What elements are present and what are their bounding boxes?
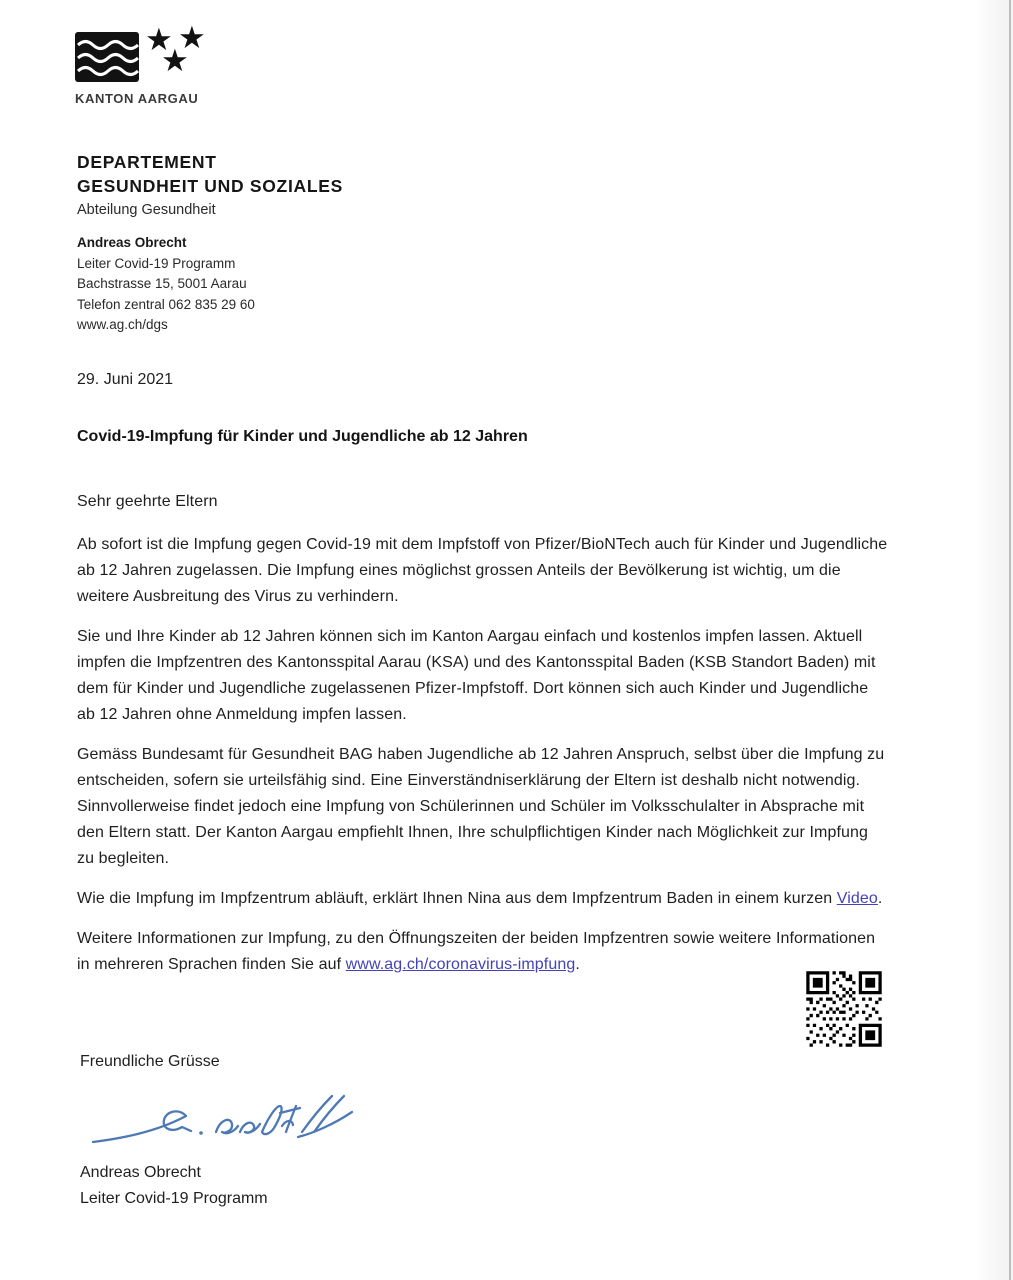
- paragraph-5-text: Weitere Informationen zur Impfung, zu den Öffnungszeiten der beiden Impfzentren sowie weitere Informationen in mehreren Sprachen finden Sie auf: [77, 930, 876, 973]
- paragraph-1: Ab sofort ist die Impfung gegen Covid-19 mit dem Impfstoff von Pfizer/BioNTech auch für Kinder und Jugendliche ab 12 Jahren zugelassen. Die Impfung eines möglichst grossen Anteils der Bevölkerung ist wichtig, um die weitere Ausbreitung des Virus zu verhindern.: [77, 536, 888, 605]
- paragraph-4-text: Wie die Impfung im Impfzentrum abläuft, erklärt Ihnen Nina aus dem Impfzentrum Baden in einem kurzen: [77, 890, 837, 907]
- sender-name: Andreas Obrecht: [77, 235, 187, 250]
- signature: [88, 1080, 360, 1158]
- signer-role: Leiter Covid-19 Programm: [80, 1190, 268, 1207]
- paragraph-3: Gemäss Bundesamt für Gesundheit BAG haben Jugendliche ab 12 Jahren Anspruch, selbst über die Impfung zu entscheiden, sofern sie urteilsfähig sind. Eine Einverständniserklärung der Eltern ist deshalb nicht notwendig. Sinnvollerweise findet jedoch eine Impfung von Schülerinnen und Schüler im Volksschulalter in Absprache mit den Eltern statt. Der Kanton Aargau empfiehlt Ihnen, Ihre schulpflichtigen Kinder nach Möglichkeit zur Impfung zu begleiten.: [77, 746, 885, 867]
- qr-code: [803, 968, 885, 1050]
- logo-art: [75, 20, 215, 83]
- logo-wordmark: KANTON AARGAU: [75, 91, 199, 106]
- sender-phone: Telefon zentral 062 835 29 60: [77, 296, 255, 312]
- salutation: Sehr geehrte Eltern: [77, 493, 218, 510]
- division-name: Abteilung Gesundheit: [77, 202, 216, 218]
- paragraph-4: [77, 886, 889, 912]
- department-line-1: DEPARTEMENT: [77, 152, 217, 172]
- aargau-stars-icon: [143, 20, 215, 83]
- star-icon: ★: [145, 22, 173, 57]
- paragraph-4-period: .: [877, 890, 883, 907]
- video-link[interactable]: Video: [836, 890, 878, 907]
- department-header: [77, 150, 343, 222]
- star-icon: ★: [161, 43, 189, 78]
- letter-date: 29. Juni 2021: [77, 371, 174, 388]
- aargau-flag-icon: [75, 32, 139, 82]
- letter-subject: Covid-19-Impfung für Kinder und Jugendliche ab 12 Jahren: [77, 428, 528, 445]
- paragraph-5-period: .: [575, 956, 580, 973]
- closing-greeting: Freundliche Grüsse: [80, 1053, 220, 1070]
- signer-name: Andreas Obrecht: [80, 1164, 201, 1181]
- paragraph-2: Sie und Ihre Kinder ab 12 Jahren können sich im Kanton Aargau einfach und kostenlos impfen lassen. Aktuell impfen die Impfzentren des Kantonsspital Aarau (KSA) und des Kantonsspital Baden (KSB Standort Baden) mit dem für Kinder und Jugendliche zugelassenen Pfizer-Impfstoff. Dort können sich auch Kinder und Jugendliche ab 12 Jahren ohne Anmeldung impfen lassen.: [77, 628, 876, 723]
- sender-website: www.ag.ch/dgs: [77, 317, 168, 332]
- department-line-2: GESUNDHEIT UND SOZIALES: [77, 176, 343, 196]
- sender-role: Leiter Covid-19 Programm: [77, 255, 236, 271]
- star-icon: ★: [178, 20, 206, 55]
- kanton-aargau-logo: [75, 20, 215, 106]
- letter-body: [77, 489, 889, 992]
- page-edge-shadow: [976, 0, 1013, 1280]
- sender-address: Bachstrasse 15, 5001 Aarau: [77, 276, 247, 291]
- paragraph-5: [77, 926, 889, 978]
- coronavirus-impfung-link[interactable]: www.ag.ch/coronavirus-impfung: [345, 956, 576, 973]
- sender-contact-block: [77, 233, 255, 336]
- page-edge-line: [1009, 0, 1011, 1280]
